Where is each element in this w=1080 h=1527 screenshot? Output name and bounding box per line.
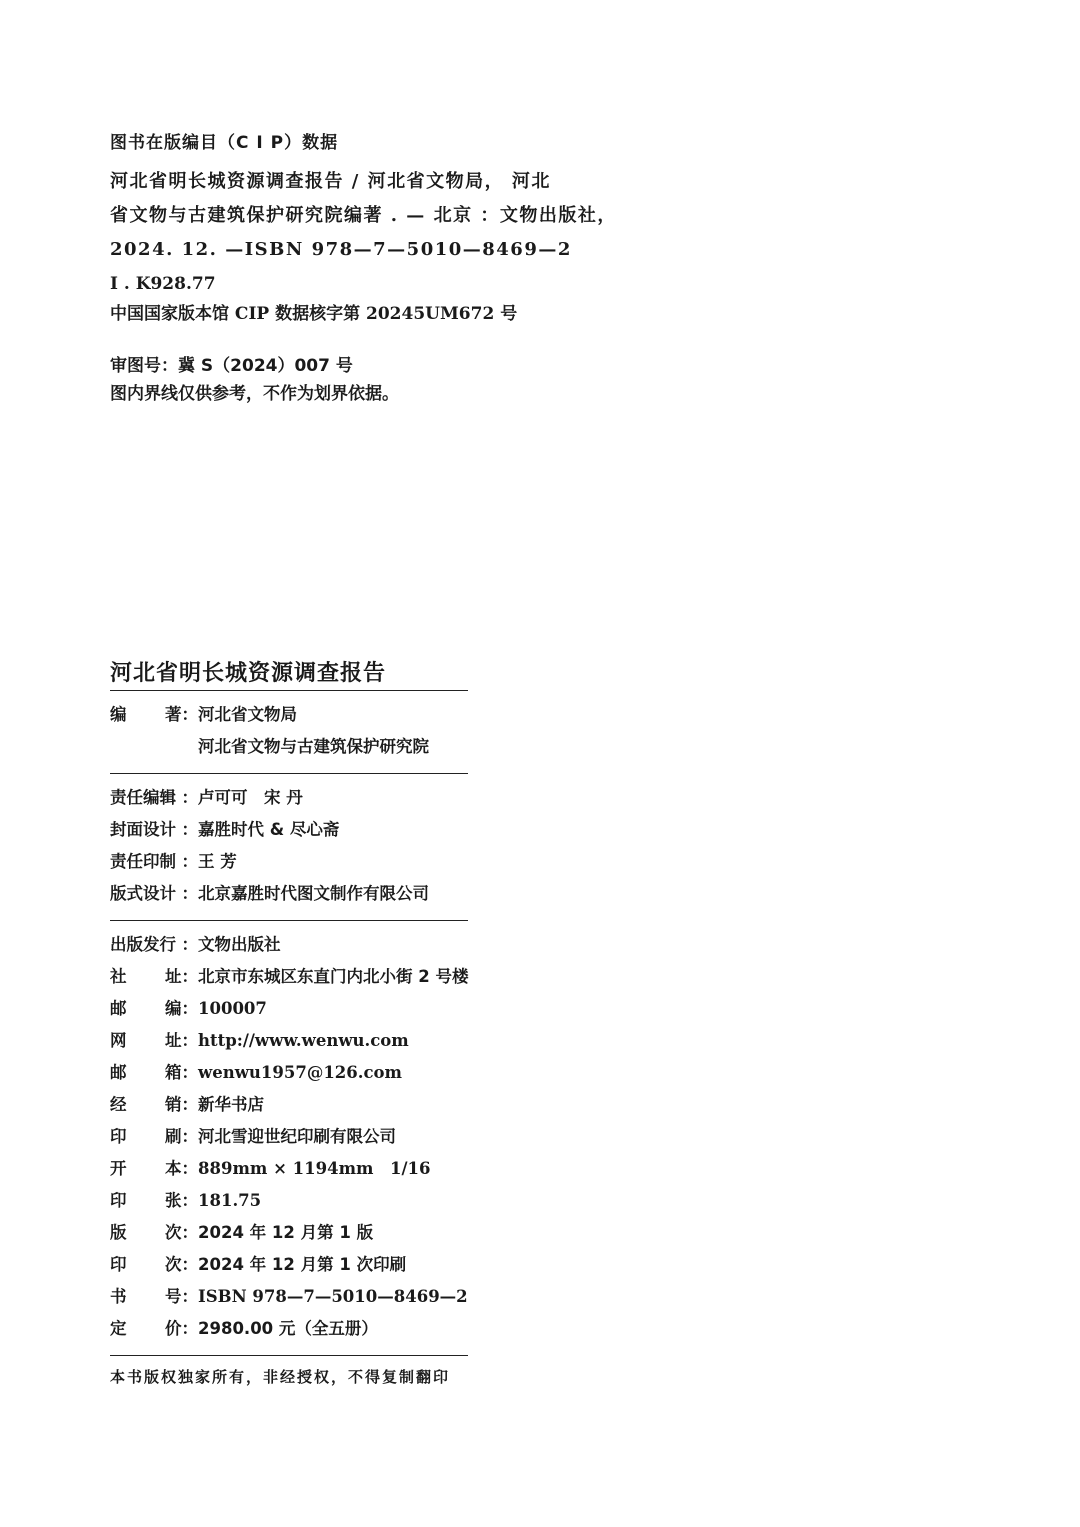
detail-row: 印 刷： 河北雪迎世纪印刷有限公司 — [110, 1121, 470, 1153]
staff-value: 北京嘉胜时代图文制作有限公司 — [198, 884, 429, 903]
format-value: 889mm × 1194mm 1/16 — [198, 1159, 431, 1178]
staff-label: 责任编辑 — [110, 788, 176, 807]
editor-2: 河北省文物与古建筑保护研究院 — [198, 737, 429, 756]
staff-value: 王 芳 — [198, 852, 237, 871]
edition-value: 2024 年 12 月第 1 版 — [198, 1223, 374, 1242]
editors-row — [110, 699, 470, 731]
cip-line-2: 省文物与古建筑保护研究院编著 . — 北京 ：文物出版社， — [110, 205, 617, 226]
isbn-value: ISBN 978—7—5010—8469—2 — [198, 1287, 468, 1306]
editors-row-2 — [110, 731, 470, 763]
book-title: 河北省明长城资源调查报告 — [110, 661, 387, 686]
map-disclaimer: 图内界线仅供参考，不作为划界依据。 — [110, 384, 399, 404]
postcode-value: 100007 — [198, 999, 267, 1018]
sheets-value: 181.75 — [198, 1191, 262, 1210]
publication-details — [110, 921, 470, 1355]
publisher-value: 文物出版社 — [198, 935, 281, 954]
printer-value: 河北雪迎世纪印刷有限公司 — [198, 1127, 396, 1146]
staff-label: 封面设计 — [110, 820, 176, 839]
staff-row: 版式设计 ： 北京嘉胜时代图文制作有限公司 — [110, 878, 470, 910]
map-note — [110, 352, 630, 408]
website-value: http://www.wenwu.com — [198, 1031, 409, 1050]
staff-section — [110, 774, 470, 920]
printing-value: 2024 年 12 月第 1 次印刷 — [198, 1255, 407, 1274]
cip-data-block — [110, 128, 630, 329]
staff-value: 卢可可 宋 丹 — [198, 788, 303, 807]
editors-label: 编 著 ： — [110, 705, 198, 724]
address-value: 北京市东城区东直门内北小街 2 号楼 — [198, 967, 469, 986]
price-value: 2980.00 元（全五册） — [198, 1319, 378, 1338]
detail-row: 开 本： 889mm × 1194mm 1/16 — [110, 1153, 470, 1185]
staff-row: 责任编辑 ： 卢可可 宋 丹 — [110, 782, 470, 814]
copyright-notice: 本书版权独家所有，非经授权，不得复制翻印 — [110, 1368, 451, 1386]
editor-1: 河北省文物局 — [198, 705, 297, 724]
cip-line-1: 河北省明长城资源调查报告 / 河北省文物局， 河北 — [110, 171, 551, 192]
cip-line-3: 2024. 12. —ISBN 978—7—5010—8469—2 — [110, 239, 572, 260]
email-value: wenwu1957@126.com — [198, 1063, 403, 1082]
detail-row: 邮 编： 100007 — [110, 993, 470, 1025]
map-approval-number: 审图号：冀 S（2024）007 号 — [110, 356, 353, 376]
distributor-value: 新华书店 — [198, 1095, 264, 1114]
colophon — [110, 656, 470, 1387]
staff-label: 责任印制 — [110, 852, 176, 871]
divider — [110, 1355, 468, 1356]
staff-row: 责任印制 ： 王 芳 — [110, 846, 470, 878]
detail-row: 印 张： 181.75 — [110, 1185, 470, 1217]
detail-row: 社 址： 北京市东城区东直门内北小街 2 号楼 — [110, 961, 470, 993]
detail-row: 经 销： 新华书店 — [110, 1089, 470, 1121]
publisher-row: 出版发行 ： 文物出版社 — [110, 929, 470, 961]
cip-heading: 图书在版编目（C I P）数据 — [110, 133, 339, 153]
detail-row: 网 址： http://www.wenwu.com — [110, 1025, 470, 1057]
staff-label: 版式设计 — [110, 884, 176, 903]
detail-row: 定 价： 2980.00 元（全五册） — [110, 1313, 470, 1345]
cip-record-number: 中国国家版本馆 CIP 数据核字第 20245UM672 号 — [110, 304, 518, 324]
detail-row: 印 次： 2024 年 12 月第 1 次印刷 — [110, 1249, 470, 1281]
detail-row: 版 次： 2024 年 12 月第 1 版 — [110, 1217, 470, 1249]
cip-classification: Ⅰ . K928.77 — [110, 274, 216, 294]
detail-row: 书 号： ISBN 978—7—5010—8469—2 — [110, 1281, 470, 1313]
publisher-label: 出版发行 — [110, 935, 176, 954]
staff-value: 嘉胜时代 & 尽心斋 — [198, 820, 340, 839]
staff-row: 封面设计 ： 嘉胜时代 & 尽心斋 — [110, 814, 470, 846]
detail-row: 邮 箱： wenwu1957@126.com — [110, 1057, 470, 1089]
editors-section — [110, 691, 470, 773]
